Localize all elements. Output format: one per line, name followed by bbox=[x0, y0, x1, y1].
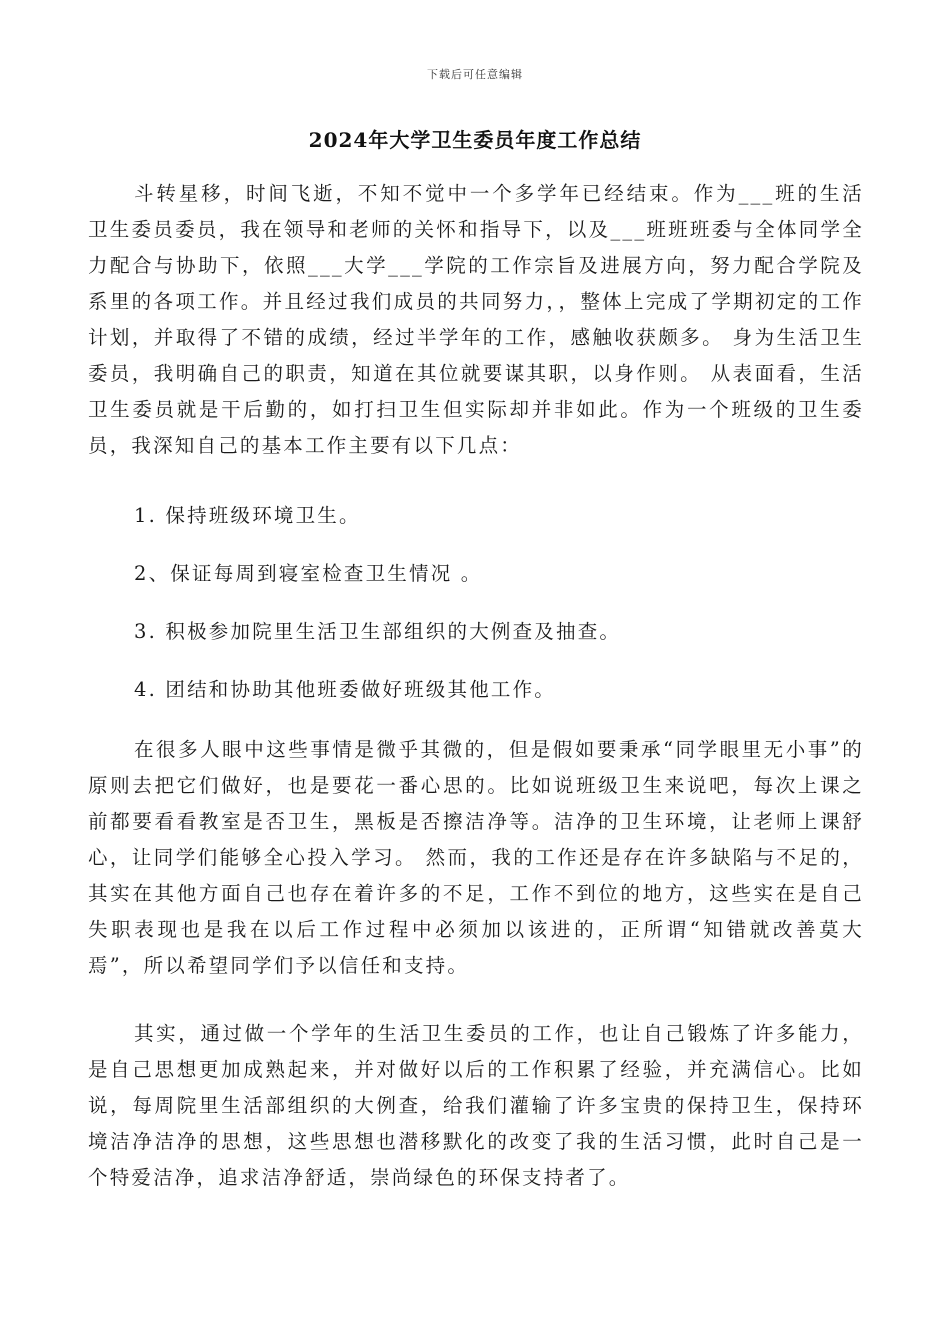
list-item: 1. 保持班级环境卫生。 bbox=[134, 504, 361, 527]
paragraph-conclusion: 其实，通过做一个学年的生活卫生委员的工作，也让自己锻炼了许多能力，是自己思想更加成熟起来，并对做好以后的工作积累了经验，并充满信心。比如说，每周院里生活部组织的大例查，给我们灌输了许多宝贵的保持卫生，保持环境洁净洁净的思想，这些思想也潜移默化的改变了我的生活习惯，此时自己是一个特爱洁净，追求洁净舒适，崇尚绿色的环保支持者了。 bbox=[88, 1022, 864, 1189]
list-item: 4. 团结和协助其他班委做好班级其他工作。 bbox=[134, 678, 557, 701]
paragraph-reflection: 在很多人眼中这些事情是微乎其微的，但是假如要秉承“同学眼里无小事”的原则去把它们做好，也是要花一番心思的。比如说班级卫生来说吧，每次上课之前都要看看教室是否卫生，黑板是否擦洁净等。洁净的卫生环境，让老师上课舒心，让同学们能够全心投入学习。 然而，我的工作还是存在许多缺陷与不足的，其实在其他方面自己也存在着许多的不足，工作不到位的地方，这些实在是自己失职表现也是我在以后工作过程中必须加以该进的，正所谓“知错就改善莫大焉”，所以希望同学们予以信任和支持。 bbox=[88, 738, 864, 977]
list-item: 3. 积极参加院里生活卫生部组织的大例查及抽查。 bbox=[134, 620, 622, 643]
document-title: 2024年大学卫生委员年度工作总结 bbox=[308, 128, 642, 152]
header-note: 下载后可任意编辑 bbox=[427, 68, 523, 81]
list-item: 2、保证每周到寝室检查卫生情况 。 bbox=[134, 562, 483, 585]
paragraph-intro: 斗转星移，时间飞逝，不知不觉中一个多学年已经结束。作为___班的生活卫生委员委员，我在领导和老师的关怀和指导下，以及___班班班委与全体同学全力配合与协助下，依照___大学___学院的工作宗旨及进展方向，努力配合学院及系里的各项工作。并且经过我们成员的共同努力，，整体上完成了学期初定的工作计划，并取得了不错的成绩，经过半学年的工作，感触收获颇多。 身为生活卫生委员，我明确自己的职责，知道在其位就要谋其职，以身作则。 从表面看，生活卫生委员就是干后勤的，如打扫卫生但实际却并非如此。作为一个班级的卫生委员，我深知自己的基本工作主要有以下几点： bbox=[88, 182, 864, 457]
